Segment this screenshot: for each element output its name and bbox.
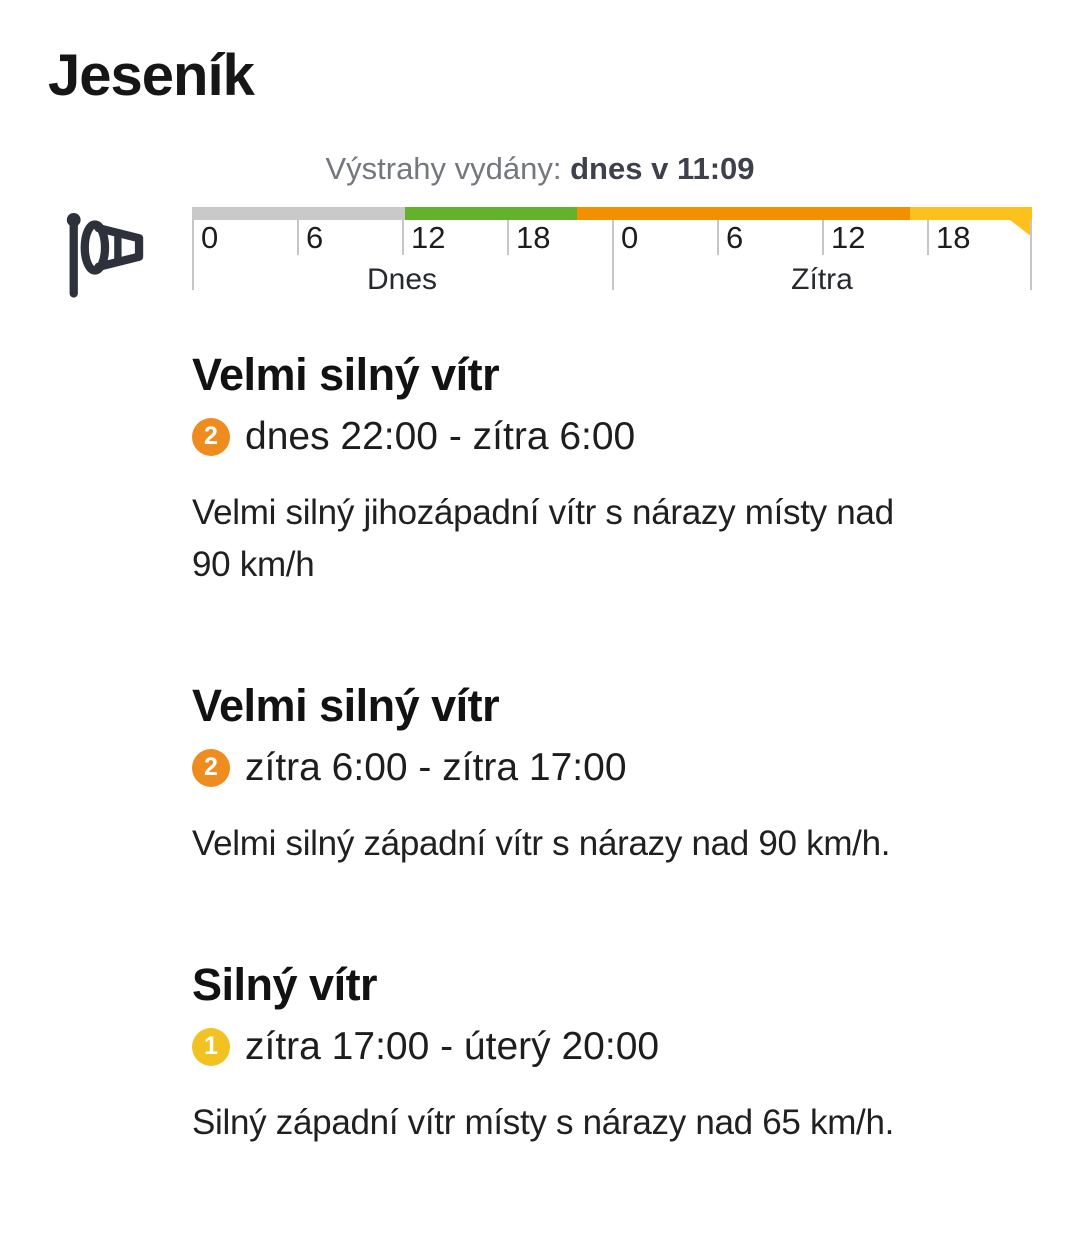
hour-label: 0 bbox=[621, 220, 639, 255]
hour-label: 0 bbox=[201, 220, 219, 255]
warning-level-badge: 2 bbox=[192, 749, 230, 787]
day-label: Zítra bbox=[791, 263, 853, 296]
timeline-scale bbox=[192, 220, 1032, 299]
warning-description bbox=[192, 1097, 1048, 1149]
warning-title: Silný vítr bbox=[192, 959, 378, 1010]
warning-period-row bbox=[192, 745, 1048, 790]
warning-description bbox=[192, 818, 1048, 870]
timeline-tick-18 bbox=[927, 220, 929, 255]
hour-label: 12 bbox=[831, 220, 866, 255]
timeline-segment-warning-level-1 bbox=[910, 207, 1032, 220]
timeline-tick-6 bbox=[297, 220, 299, 255]
warning-period: zítra 6:00 - zítra 17:00 bbox=[245, 746, 627, 789]
timeline-day-zitra bbox=[612, 220, 1032, 299]
warning-title: Velmi silný vítr bbox=[192, 349, 500, 400]
timeline-segment-no-warning bbox=[405, 207, 576, 220]
timeline-bar-area bbox=[192, 207, 1032, 299]
warning-item-3 bbox=[192, 958, 1048, 1149]
timeline-tick-18 bbox=[507, 220, 509, 255]
warning-title: Velmi silný vítr bbox=[192, 680, 500, 731]
warning-level-badge: 1 bbox=[192, 1028, 230, 1066]
warning-period: zítra 17:00 - úterý 20:00 bbox=[245, 1025, 660, 1068]
timeline-end-tick bbox=[1030, 220, 1032, 290]
timeline-day-dnes bbox=[192, 220, 612, 299]
description-line: 90 km/h bbox=[192, 545, 315, 584]
hour-label: 18 bbox=[936, 220, 971, 255]
timeline-strip bbox=[192, 207, 1032, 220]
warning-item-2 bbox=[192, 679, 1048, 870]
issued-value: dnes v 11:09 bbox=[570, 151, 755, 186]
warning-item-1 bbox=[192, 348, 1048, 591]
timeline-segment-past bbox=[192, 207, 405, 220]
hour-label: 6 bbox=[726, 220, 744, 255]
page-title: Jeseník bbox=[48, 43, 254, 108]
warning-level-badge: 2 bbox=[192, 418, 230, 456]
hour-label: 6 bbox=[306, 220, 324, 255]
issued-line bbox=[0, 150, 1080, 188]
timeline-tick-12 bbox=[402, 220, 404, 255]
warning-period-row bbox=[192, 1024, 1048, 1069]
day-label: Dnes bbox=[366, 263, 438, 296]
warning-list bbox=[192, 348, 1048, 1149]
description-line: Velmi silný jihozápadní vítr s nárazy místy nad bbox=[192, 493, 894, 532]
warning-timeline bbox=[0, 207, 1080, 299]
description-line: Velmi silný západní vítr s nárazy nad 90 km/h. bbox=[192, 824, 891, 863]
hour-label: 12 bbox=[411, 220, 446, 255]
hour-label: 18 bbox=[516, 220, 551, 255]
timeline-tick-6 bbox=[717, 220, 719, 255]
warning-description bbox=[192, 487, 1048, 591]
timeline-tick-12 bbox=[822, 220, 824, 255]
warning-period: dnes 22:00 - zítra 6:00 bbox=[245, 415, 636, 458]
warning-period-row bbox=[192, 414, 1048, 459]
timeline-segment-warning-level-2 bbox=[577, 207, 910, 220]
description-line: Silný západní vítr místy s nárazy nad 65 km/h. bbox=[192, 1103, 895, 1142]
windsock-icon bbox=[58, 207, 152, 299]
issued-label: Výstrahy vydány: bbox=[325, 151, 562, 186]
